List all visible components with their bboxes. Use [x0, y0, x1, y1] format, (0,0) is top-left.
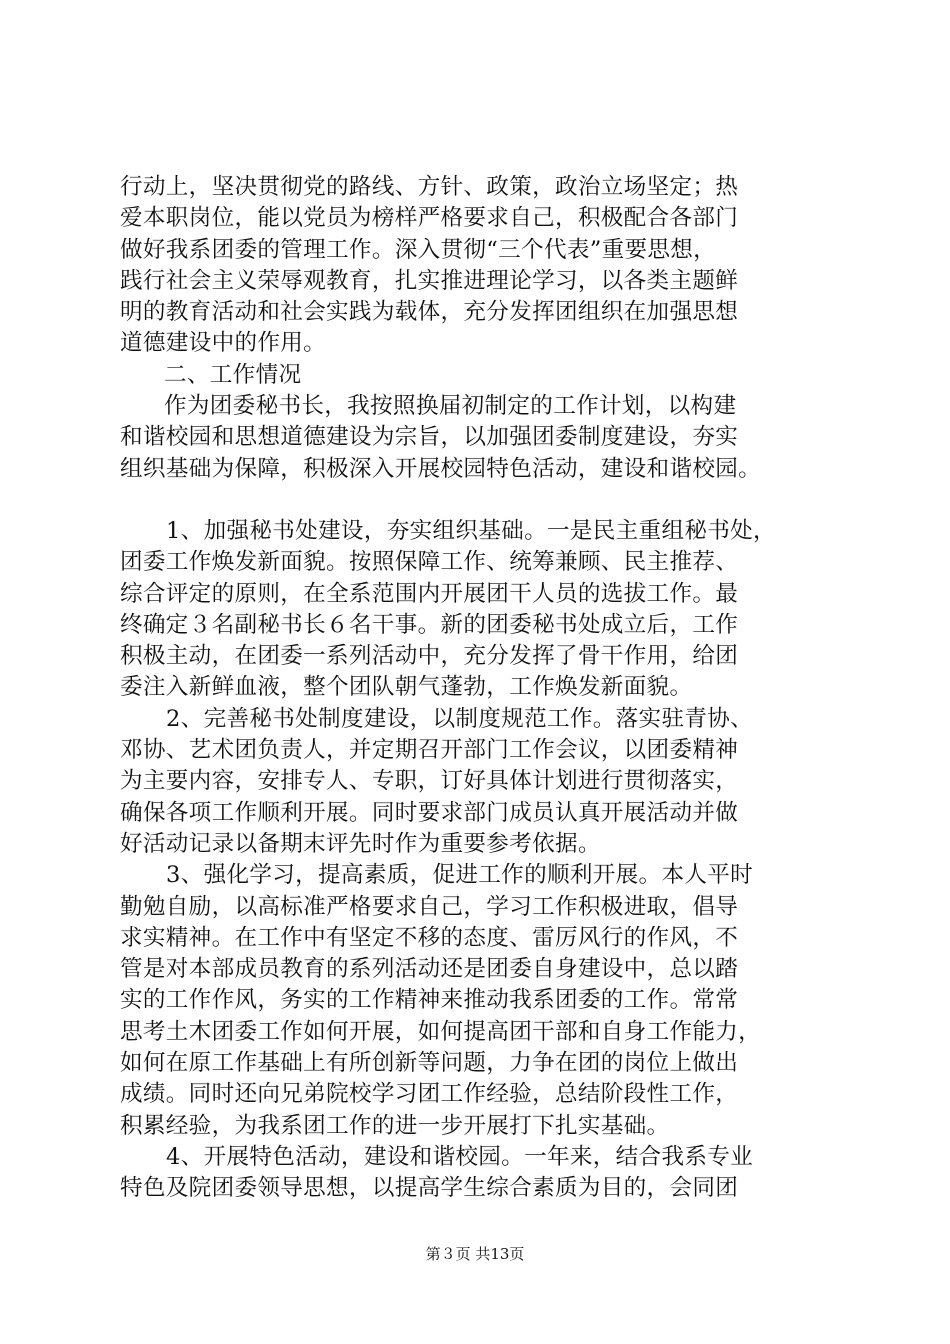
text-line: 和谐校园和思想道德建设为宗旨，以加强团委制度建设，夯实: [120, 424, 739, 451]
text-line: 勤勉自励，以高标准严格要求自己，学习工作积极进取，倡导: [120, 893, 739, 920]
text-line: 好活动记录以备期末评先时作为重要参考依据。: [120, 830, 601, 857]
text-line: 终确定３名副秘书长６名干事。新的团委秘书处成立后，工作: [120, 611, 739, 638]
paragraph-item-2: [120, 704, 832, 860]
text-line: 思考土木团委工作如何开展，如何提高团干部和自身工作能力，: [120, 1018, 762, 1045]
text-line: 积极主动，在团委一系列活动中，充分发挥了骨干作用，给团: [120, 643, 739, 670]
text-line: 如何在原工作基础上有所创新等问题，力争在团的岗位上做出: [120, 1050, 739, 1077]
text-line: 明的教育活动和社会实践为载体，充分发挥团组织在加强思想: [120, 299, 739, 326]
text-line: 4、开展特色活动，建设和谐校园。一年来，结合我系专业: [166, 1143, 754, 1170]
text-line: 委注入新鲜血液，整个团队朝气蓬勃，工作焕发新面貌。: [120, 674, 693, 701]
paragraph-gap: [120, 485, 832, 516]
text-line: 爱本职岗位，能以党员为榜样严格要求自己，积极配合各部门: [120, 205, 739, 232]
paragraph-item-1: [120, 516, 832, 704]
text-line: 求实精神。在工作中有坚定不移的态度、雷厉风行的作风，不: [120, 924, 739, 951]
text-line: 践行社会主义荣辱观教育，扎实推进理论学习，以各类主题鲜: [120, 267, 739, 294]
paragraph-political: [120, 172, 832, 360]
text-line: 管是对本部成员教育的系列活动还是团委自身建设中，总以踏: [120, 956, 739, 983]
section-heading-work-situation: 二、工作情况: [164, 361, 302, 388]
paragraph-intro: [120, 391, 832, 485]
paragraph-item-3: [120, 860, 832, 1142]
text-line: 1、加强秘书处建设，夯实组织基础。一是民主重组秘书处，: [166, 517, 776, 544]
text-line: 作为团委秘书长，我按照换届初制定的工作计划，以构建: [164, 393, 737, 420]
text-line: 确保各项工作顺利开展。同时要求部门成员认真开展活动并做: [120, 799, 739, 826]
page-number: 第３页 共13页: [425, 1245, 525, 1263]
text-line: 做好我系团委的管理工作。深入贯彻“三个代表”重要思想，: [120, 236, 717, 263]
text-line: 3、强化学习，提高素质，促进工作的顺利开展。本人平时: [166, 862, 754, 889]
text-line: 2、完善秘书处制度建设，以制度规范工作。落实驻青协、: [166, 705, 754, 732]
text-line: 实的工作作风，务实的工作精神来推动我系团委的工作。常常: [120, 987, 739, 1014]
text-line: 组织基础为保障，积极深入开展校园特色活动，建设和谐校园。: [120, 455, 762, 482]
text-line: 积累经验，为我系团工作的进一步开展打下扎实基础。: [120, 1112, 670, 1139]
paragraph-item-4: [120, 1142, 832, 1205]
page-footer: [0, 1243, 950, 1264]
document-body: [120, 172, 832, 1205]
text-line: 成绩。同时还向兄弟院校学习团工作经验，总结阶段性工作，: [120, 1081, 739, 1108]
text-line: 为主要内容，安排专人、专职，订好具体计划进行贯彻落实，: [120, 768, 739, 795]
text-line: 行动上，坚决贯彻党的路线、方针、政策，政治立场坚定；热: [120, 174, 739, 200]
text-line: 道德建设中的作用。: [120, 330, 327, 357]
text-line: 团委工作焕发新面貌。按照保障工作、统筹兼顾、民主推荐、: [120, 549, 739, 576]
text-line: 邓协、艺术团负责人，并定期召开部门工作会议，以团委精神: [120, 737, 739, 764]
text-line: 特色及院团委领导思想，以提高学生综合素质为目的，会同团: [120, 1175, 739, 1202]
text-line: 综合评定的原则，在全系范围内开展团干人员的选拔工作。最: [120, 580, 739, 607]
